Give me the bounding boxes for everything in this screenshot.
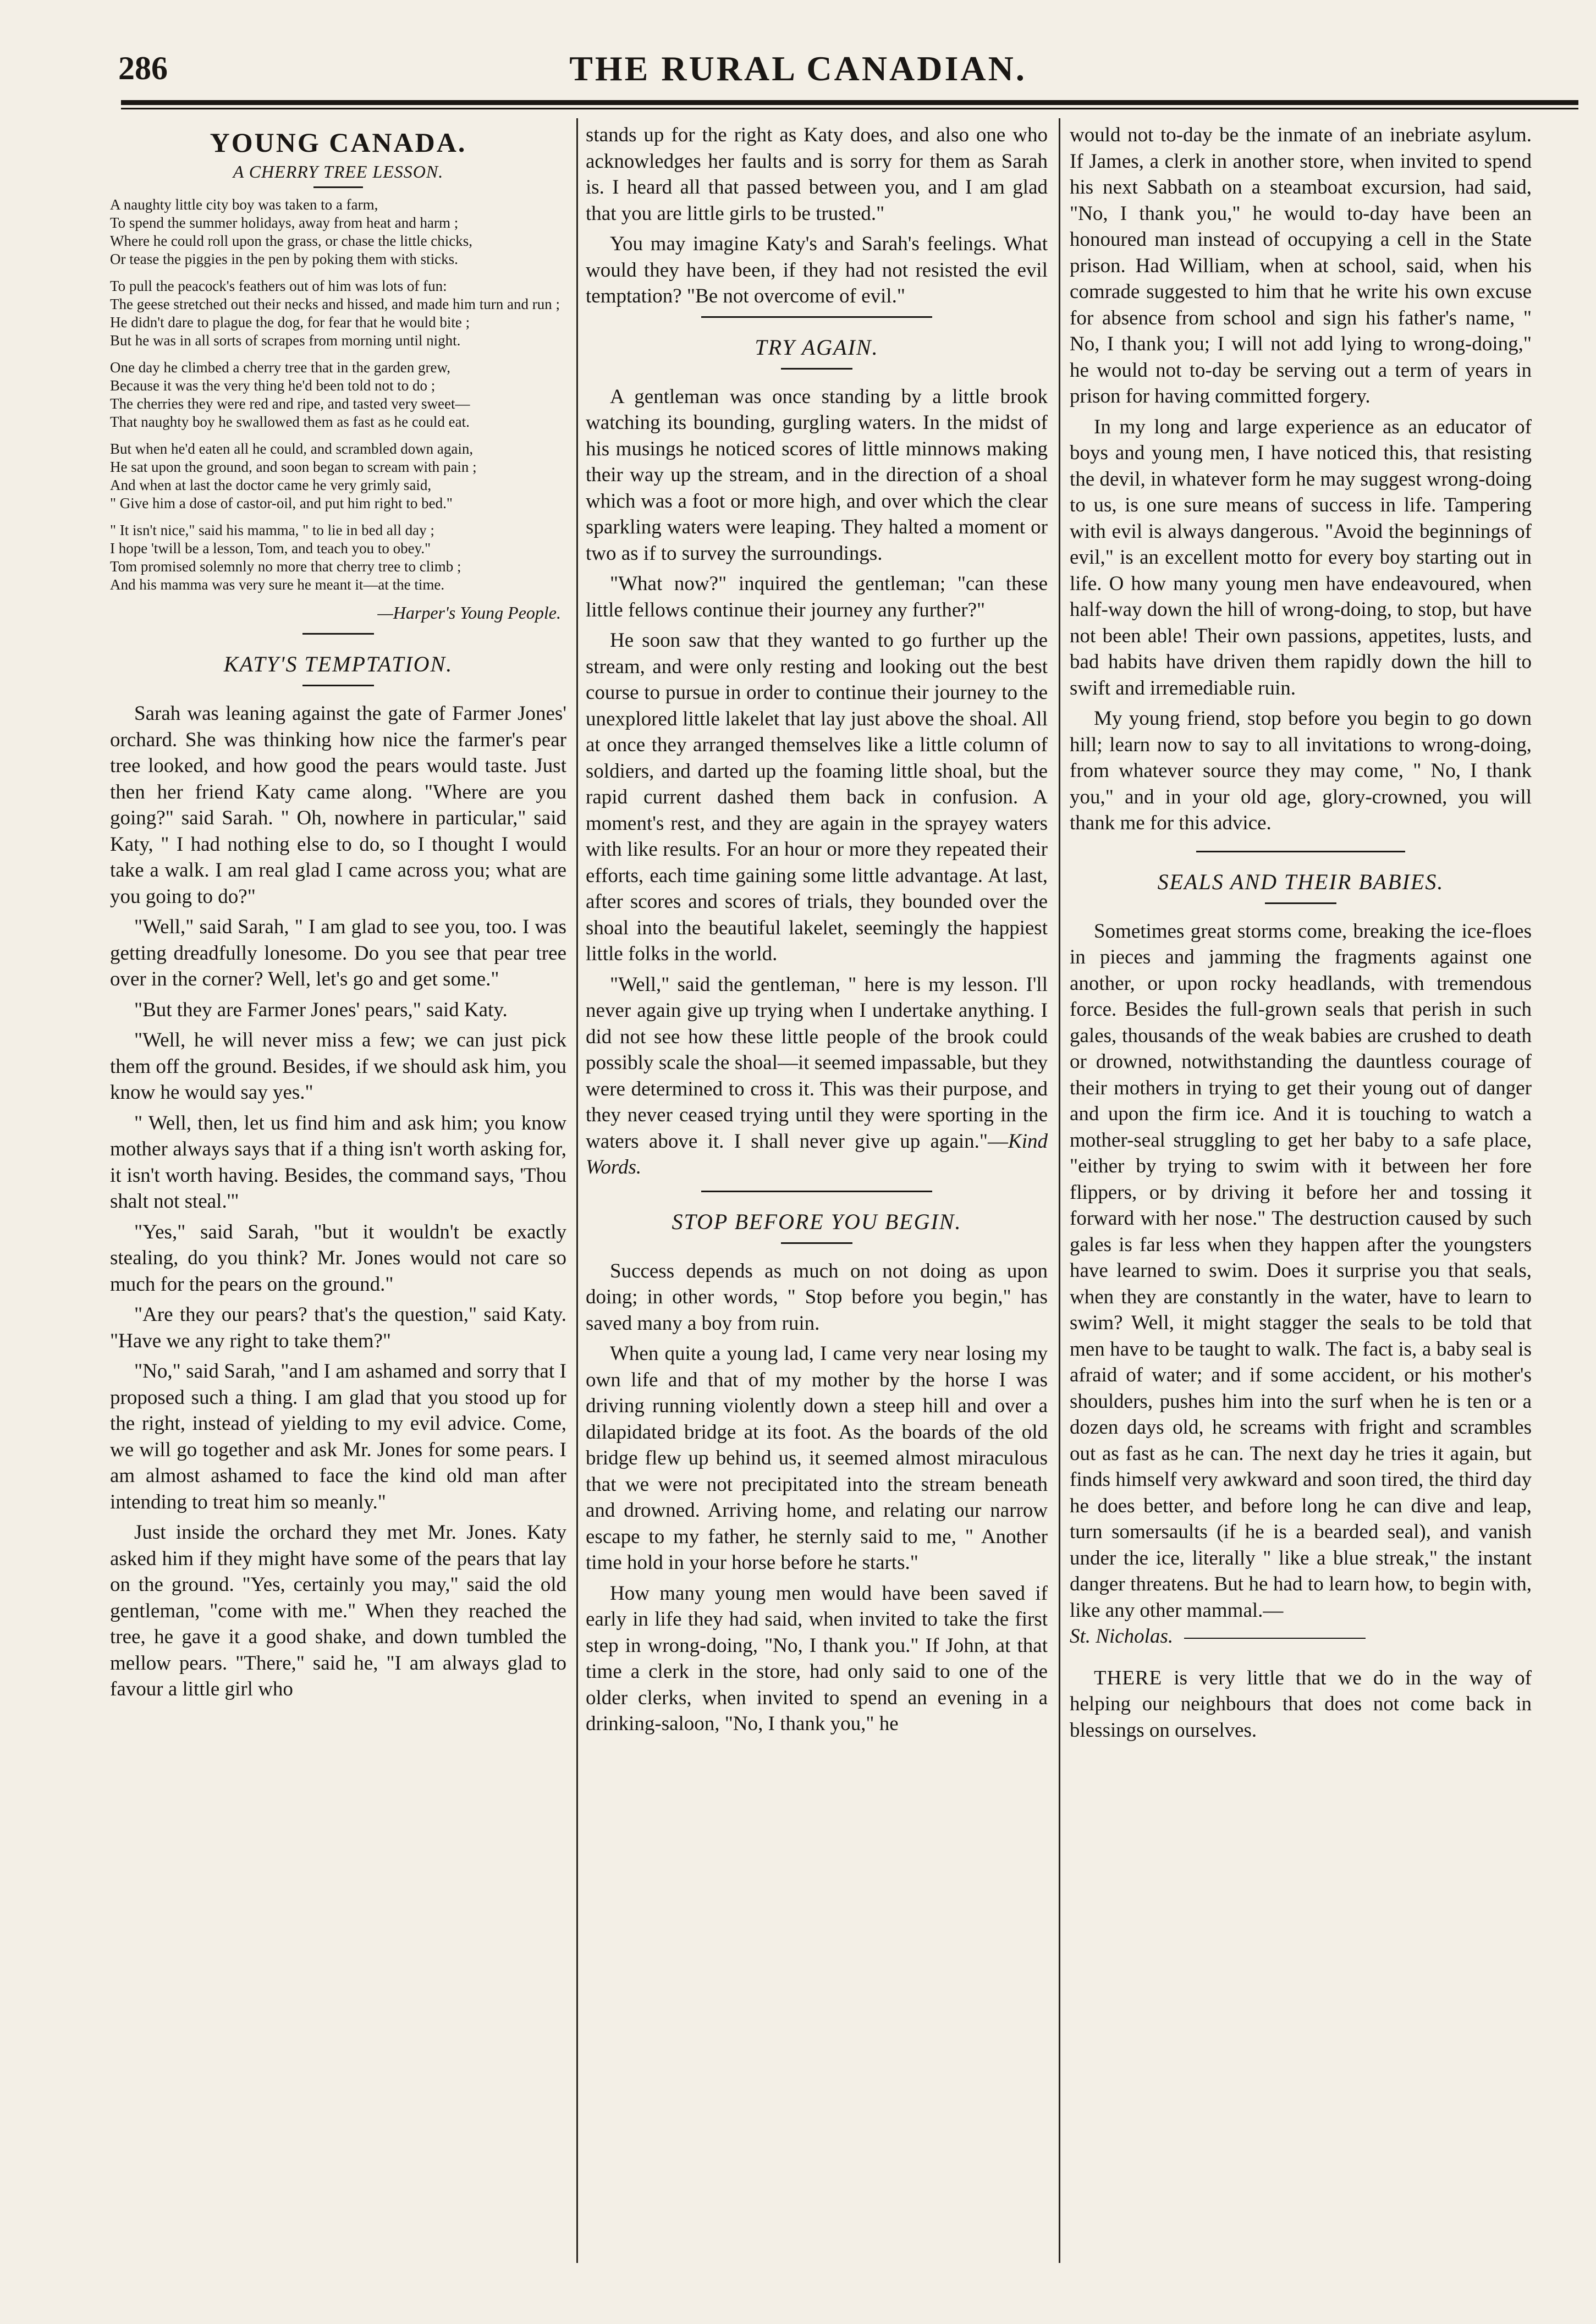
paragraph: "Yes," said Sarah, "but it wouldn't be exactly stealing, do you think? Mr. Jones would not care so much for the pears on the ground." bbox=[110, 1220, 566, 1296]
poem-line: But he was in all sorts of scrapes from morning until night. bbox=[110, 332, 461, 349]
paragraph: "No," said Sarah, "and I am ashamed and sorry that I proposed such a thing. I am glad that you stood up for the right, instead of yielding to my evil advice. Come, we will go together and ask Mr. Jones for some pears. I am almost ashamed to face the kind old man after intending to treat him so meanly." bbox=[110, 1360, 566, 1513]
stop-title-rule bbox=[781, 1242, 852, 1244]
katys-temptation-title: KATY'S TEMPTATION. bbox=[223, 652, 453, 676]
seals-credit: St. Nicholas. bbox=[1070, 1625, 1174, 1648]
poem-line: " It isn't nice," said his mamma, " to lie in bed all day ; bbox=[110, 522, 434, 538]
poem-line: Because it was the very thing he'd been told not to do ; bbox=[110, 377, 436, 394]
column-divider-1 bbox=[576, 118, 578, 2263]
cherry-tree-poem bbox=[110, 196, 566, 594]
section-rule bbox=[701, 1191, 932, 1192]
paragraph: He soon saw that they wanted to go further up the stream, and were only resting and looking out the best course to pursue in order to continue their journey to the unexplored little lakelet that lay just above the shoal. All at once they arranged themselves like a little column of soldiers, and darted up the foaming little shoal, but the rapid current dashed them back in confusion. A moment's rest, and they are again in the sprayey waters with like results. For an hour or more they repeated their efforts, each time gaining some little advantage. At last, after scores and scores of trials, they bounded over the shoal into the beautiful lakelet, seemingly the happiest little folks in the world. bbox=[586, 629, 1048, 965]
poem-line: And when at last the doctor came he very grimly said, bbox=[110, 477, 432, 493]
poem-stanza bbox=[110, 277, 566, 350]
paragraph: You may imagine Katy's and Sarah's feelings. What would they have been, if they had not resisted the evil temptation? "Be not overcome of evil." bbox=[586, 233, 1048, 307]
paragraph bbox=[586, 972, 1048, 1181]
publication-title: THE RURAL CANADIAN. bbox=[569, 49, 1027, 88]
poem-line: Tom promised solemnly no more that cherry tree to climb ; bbox=[110, 558, 461, 575]
katy-title-rule bbox=[302, 685, 374, 686]
try-again-body bbox=[586, 384, 1048, 1181]
paragraph: " Well, then, let us find him and ask him; you know mother always says that if a thing isn't worth asking for, it isn't worth having. Besides, the command says, 'Thou shalt not steal.'" bbox=[110, 1111, 566, 1213]
young-canada-heading: YOUNG CANADA. bbox=[210, 127, 467, 158]
poem-line: A naughty little city boy was taken to a farm, bbox=[110, 196, 378, 213]
poem-line: And his mamma was very sure he meant it—at the time. bbox=[110, 576, 445, 593]
paragraph: In my long and large experience as an educator of boys and young men, I have noticed this, that resisting the devil, in whatever form he may suggest wrong-doing to us, is one sure means of success in life. Tampering with evil is always dangerous. "Avoid the beginnings of evil," is an excellent motto for every boy starting out in life. O how many young men have endeavoured, when half-way down the hill of wrong-doing, to stop, but have not been able! Their own passions, appetites, lusts, and bad habits have driven them rapidly down the hill to swift and irremediable ruin. bbox=[1070, 415, 1532, 700]
poem-title: A CHERRY TREE LESSON. bbox=[233, 162, 444, 181]
poem-line: But when he'd eaten all he could, and scrambled down again, bbox=[110, 440, 474, 457]
paragraph: "What now?" inquired the gentleman; "can these little fellows continue their journey any further?" bbox=[586, 572, 1048, 621]
poem-credit: —Harper's Young People. bbox=[377, 603, 561, 623]
section-rule bbox=[1196, 851, 1405, 852]
paragraph: A gentleman was once standing by a little brook watching its bounding, gurgling waters. In the midst of his musings he noticed scores of little minnows making their way up the stream, and in the direction of a shoal which was a foot or more high, and over which the clear sparkling waters were leaping. They halted a moment or two as if to survey the surroundings. bbox=[586, 385, 1048, 565]
stop-before-title: STOP BEFORE YOU BEGIN. bbox=[672, 1209, 962, 1234]
try-again-credit: Kind Words. bbox=[586, 1130, 1048, 1178]
column-3 bbox=[1070, 122, 1532, 2256]
poem-line: The geese stretched out their necks and hissed, and made him turn and run ; bbox=[110, 296, 560, 312]
katys-temptation-continued bbox=[586, 122, 1048, 310]
poem-stanza bbox=[110, 521, 566, 594]
poem-stanza bbox=[110, 196, 566, 268]
page-number: 286 bbox=[118, 50, 168, 86]
column-divider-2 bbox=[1059, 118, 1060, 2263]
end-rule bbox=[1184, 1638, 1366, 1639]
paragraph: "Well, he will never miss a few; we can just pick them off the ground. Besides, if we should ask him, you know he would say yes." bbox=[110, 1029, 566, 1104]
paragraph: "Are they our pears? that's the question," said Katy. "Have we any right to take them?" bbox=[110, 1303, 566, 1352]
poem-line: " Give him a dose of castor-oil, and put him right to bed." bbox=[110, 495, 453, 511]
katys-temptation-body bbox=[110, 701, 566, 1703]
paragraph: "Well," said Sarah, " I am glad to see you, too. I was getting dreadfully lonesome. Do you see that pear tree over in the corner? Well, let's go and get some." bbox=[110, 916, 566, 990]
seals-body bbox=[1070, 918, 1532, 1650]
paragraph: How many young men would have been saved if early in life they had said, when invited to take the first step in wrong-doing, "No, I thank you." If John, at that time a clerk in the store, had only said to one of the older clerks, when invited to spend an evening in a drinking-saloon, "No, I thank you," he bbox=[586, 1582, 1048, 1735]
paragraph: My young friend, stop before you begin to go down hill; learn now to say to all invitations to wrong-doing, from whatever source they may come, " No, I thank you," and in your old age, glory-crowned, you will thank me for this advice. bbox=[1070, 707, 1532, 834]
poem-line: He sat upon the ground, and soon began to scream with pain ; bbox=[110, 459, 477, 475]
header-rule-thick bbox=[121, 100, 1578, 105]
section-rule bbox=[701, 316, 932, 318]
paragraph: When quite a young lad, I came very near losing my own life and that of my mother by the horse I was driving running violently down a steep hill and over a dilapidated bridge at its foot. As the boards of the old bridge flew up behind us, it seemed almost miraculous that we were not precipitated into the stream beneath and drowned. Arriving home, and relating our narrow escape to my father, he sternly said to me, " Another time hold in your horse before he starts." bbox=[586, 1342, 1048, 1574]
poem-rule bbox=[313, 186, 363, 188]
try-again-title: TRY AGAIN. bbox=[755, 334, 879, 360]
poem-line: To pull the peacock's feathers out of him was lots of fun: bbox=[110, 278, 447, 294]
poem-line: Or tease the piggies in the pen by poking them with sticks. bbox=[110, 251, 458, 267]
poem-line: The cherries they were red and ripe, and tasted very sweet— bbox=[110, 395, 470, 412]
paragraph: "But they are Farmer Jones' pears," said Katy. bbox=[134, 998, 508, 1021]
poem-line: One day he climbed a cherry tree that in the garden grew, bbox=[110, 359, 450, 376]
paragraph: would not to-day be the inmate of an inebriate asylum. If James, a clerk in another store, when invited to spend his next Sabbath on a steamboat excursion, had said, "No, I thank you," he would to-day have been an honoured man instead of occupying a cell in the State prison. Had William, when at school, said, when his comrade suggested to him that he write his own excuse for absence from school and sign his father's name, " No, I thank you; I will not add lying to wrong-doing," he would not to-day be serving out a term of years in prison for having committed forgery. bbox=[1070, 124, 1532, 407]
poem-stanza bbox=[110, 440, 566, 513]
header-rule-thin bbox=[121, 108, 1578, 109]
paragraph: Sarah was leaning against the gate of Farmer Jones' orchard. She was thinking how nice the farmer's pear tree looked, and how good the pears would taste. Just then her friend Katy came along. "Where are you going?" said Sarah. " Oh, nowhere in particular," said Katy, " I had nothing else to do, so I thought I would take a walk. I am real glad I came across you; what are you going to do?" bbox=[110, 702, 566, 908]
closing-paragraph bbox=[1070, 1665, 1532, 1744]
poem-line: Where he could roll upon the grass, or chase the little chicks, bbox=[110, 233, 473, 249]
paragraph: stands up for the right as Katy does, and also one who acknowledges her faults and is sorry for them as Sarah is. I heard all that passed between you, and I am glad that you are little girls to be trusted." bbox=[586, 124, 1048, 225]
stop-before-continued bbox=[1070, 122, 1532, 836]
seals-title-rule bbox=[1265, 902, 1336, 904]
poem-stanza bbox=[110, 359, 566, 431]
column-1 bbox=[110, 122, 566, 2256]
paragraph: Just inside the orchard they met Mr. Jones. Katy asked him if they might have some of the pears that lay on the ground. "Yes, certainly you may," said the old gentleman, "come with me." When they reached the tree, he gave it a good shake, and down tumbled the mellow pears. "There," said he, "I am always glad to favour a little girl who bbox=[110, 1521, 566, 1700]
section-rule bbox=[302, 633, 374, 635]
stop-before-body bbox=[586, 1258, 1048, 1737]
closing-lead: THERE bbox=[1094, 1666, 1163, 1689]
paragraph-text: "Well," said the gentleman, " here is my lesson. I'll never again give up trying when I undertake anything. I did not see how these little people of the brook could possibly scale the shoal—it seemed impassable, but they were determined to cross it. This was their purpose, and they never ceased trying until they were sporting in the waters above it. I shall never give up again."— bbox=[586, 973, 1048, 1153]
paragraph: Success depends as much on not doing as upon doing; in other words, " Stop before you begin," has saved many a boy from ruin. bbox=[586, 1259, 1048, 1335]
paragraph bbox=[1070, 918, 1532, 1650]
seals-title: SEALS AND THEIR BABIES. bbox=[1157, 869, 1444, 894]
poem-line: That naughty boy he swallowed them as fast as he could eat. bbox=[110, 414, 470, 430]
column-2 bbox=[586, 122, 1048, 2256]
poem-line: I hope 'twill be a lesson, Tom, and teach you to obey." bbox=[110, 540, 431, 557]
paragraph-text: Sometimes great storms come, breaking the ice-floes in pieces and jamming the fragments against one another, or upon rocky headlands, with tremendous force. Besides the full-grown seals that perish in such gales, thousands of the weak babies are crushed to death or drowned, notwithstanding the dauntless courage of their mothers in trying to get their young out of danger and upon the firm ice. And it is touching to watch a mother-seal struggling to get her baby to a safe place, "either by trying to swim with it between her fore flippers, or by driving it before her and tossing it forward with her nose." The destruction caused by such gales is far less when they happen after the youngsters have learned to swim. Does it surprise you that seals, when they are constantly in the water, have to learn to swim? Well, it might stagger the seals to be told that men have to be taught to walk. The fact is, a baby seal is afraid of water; and if some accident, or his mother's shoulders, pushes him into the surf when he is ten or a dozen days old, he screams with fright and scrambles out as fast as he can. The next day he tries it again, but finds himself very awkward and soon tired, the third day he does better, and before long he can dive and leap, turn somersaults (if he is a bearded seal), and vanish under the ice, literally " like a blue streak," the instant danger threatens. But he had to learn how, to begin with, like any other mammal.— bbox=[1070, 919, 1532, 1622]
try-again-title-rule bbox=[781, 368, 852, 370]
poem-line: To spend the summer holidays, away from heat and harm ; bbox=[110, 214, 459, 231]
closing-text: is very little that we do in the way of helping our neighbours that does not come back in blessings on ourselves. bbox=[1070, 1666, 1532, 1742]
poem-line: He didn't dare to plague the dog, for fear that he would bite ; bbox=[110, 314, 470, 331]
